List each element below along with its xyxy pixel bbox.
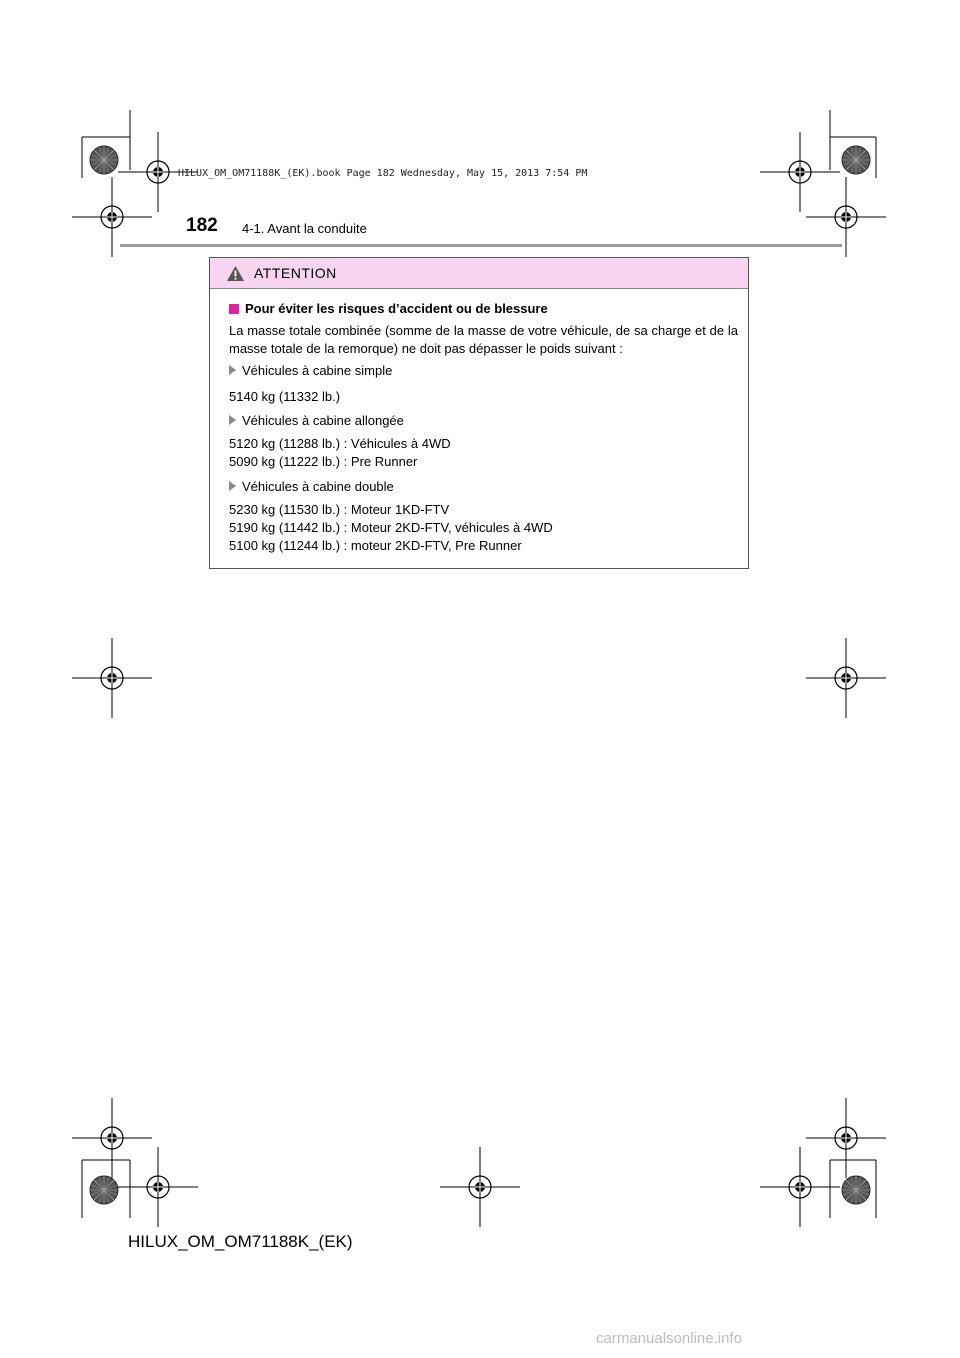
group-line: 5140 kg (11332 lb.) [229,389,341,404]
doc-code: HILUX_OM_OM71188K_(EK) [128,1232,353,1251]
caution-header [210,258,748,289]
caution-heading-text: Pour éviter les risques d’accident ou de blessure [245,301,548,316]
triangle-bullet-icon [229,415,236,425]
caution-heading [229,300,738,318]
page-number: 182 [186,215,218,236]
group-line: 5100 kg (11244 lb.) : moteur 2KD-FTV, Pre Runner [229,538,522,553]
group-line: 5190 kg (11442 lb.) : Moteur 2KD-FTV, véhicules à 4WD [229,520,553,535]
group-label: Véhicules à cabine simple [229,362,738,380]
caution-intro: La masse totale combinée (somme de la masse de votre véhicule, de sa charge et de la masse totale de la remorque) ne doit pas dépasser le poids suivant : [229,323,738,356]
group-label: Véhicules à cabine allongée [229,412,738,430]
section-title: 4-1. Avant la conduite [242,221,367,236]
triangle-bullet-icon [229,481,236,491]
caution-title: ATTENTION [254,265,337,281]
group-line: 5090 kg (11222 lb.) : Pre Runner [229,454,418,469]
group-label: Véhicules à cabine double [229,478,738,496]
print-info: HILUX_OM_OM71188K_(EK).book Page 182 Wednesday, May 15, 2013 7:54 PM [178,168,588,179]
triangle-bullet-icon [229,365,236,375]
warning-icon [226,265,245,282]
group-line: 5230 kg (11530 lb.) : Moteur 1KD-FTV [229,502,450,517]
square-bullet-icon [229,304,239,314]
header-rule [120,244,842,247]
group-line: 5120 kg (11288 lb.) : Véhicules à 4WD [229,436,451,451]
caution-box [209,257,749,569]
watermark[interactable]: carmanualsonline.info [596,1330,742,1347]
